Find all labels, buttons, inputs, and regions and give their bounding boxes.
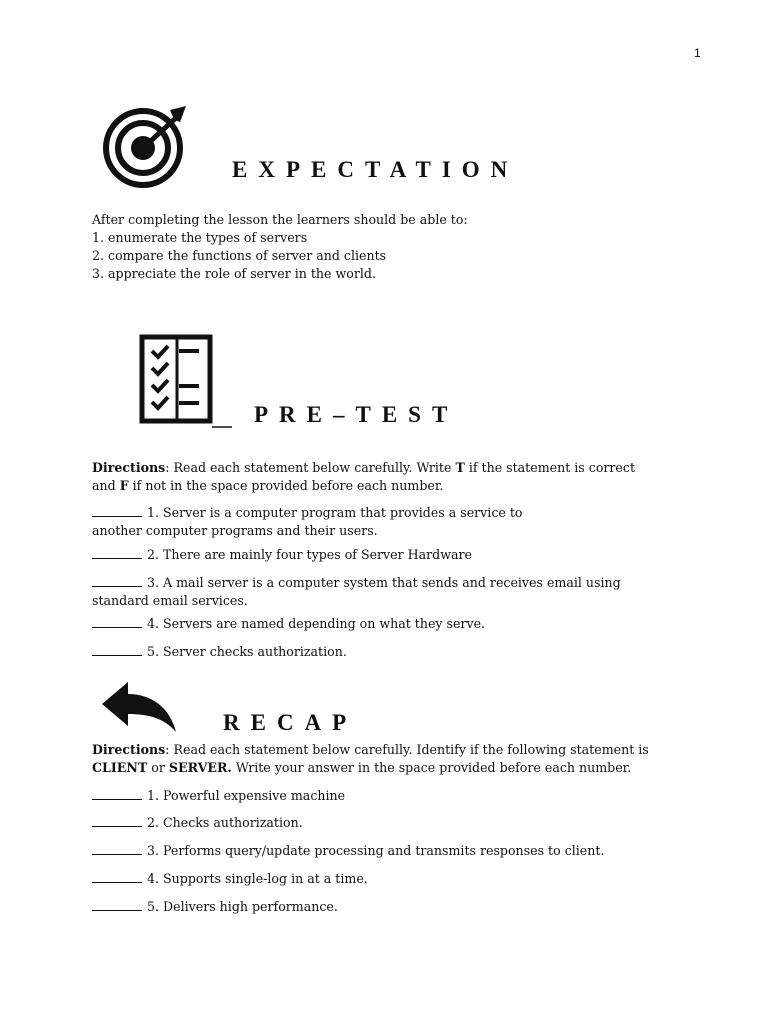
answer-blank[interactable]: [92, 871, 142, 883]
answer-blank[interactable]: [92, 575, 142, 587]
recap-directions-line1: Directions: Read each statement below carefully. Identify if the following statement is: [92, 742, 649, 757]
answer-blank[interactable]: [92, 644, 142, 656]
recap-item-5: 5. Delivers high performance.: [92, 898, 338, 916]
expectation-item-1: 1. enumerate the types of servers: [92, 230, 308, 245]
page-number: 1: [694, 46, 701, 60]
recap-directions-line2: CLIENT or SERVER. Write your answer in the space provided before each number.: [92, 760, 632, 775]
pretest-directions-line1: Directions: Read each statement below carefully. Write T if the statement is correct: [92, 460, 636, 475]
answer-blank[interactable]: [92, 899, 142, 911]
answer-blank[interactable]: [92, 788, 142, 800]
pretest-item-5: 5. Server checks authorization.: [92, 643, 347, 661]
answer-blank[interactable]: [92, 815, 142, 827]
answer-blank[interactable]: [92, 505, 142, 517]
pretest-item-2: 2. There are mainly four types of Server Hardware: [92, 546, 472, 564]
pretest-item-1-cont: another computer programs and their users.: [92, 523, 378, 538]
pretest-heading: PRE–TEST: [254, 402, 459, 427]
answer-blank[interactable]: [92, 616, 142, 628]
recap-item-2: 2. Checks authorization.: [92, 814, 303, 832]
answer-blank[interactable]: [92, 547, 142, 559]
answer-blank[interactable]: [92, 843, 142, 855]
pretest-item-1: 1. Server is a computer program that provides a service to: [92, 504, 522, 522]
directions-label: Directions: [92, 460, 166, 475]
target-icon: [100, 104, 190, 190]
curved-back-arrow-icon: [100, 680, 180, 736]
expectation-item-3: 3. appreciate the role of server in the world.: [92, 266, 376, 281]
pretest-item-4: 4. Servers are named depending on what they serve.: [92, 615, 485, 633]
recap-heading: RECAP: [223, 710, 358, 735]
expectation-heading: EXPECTATION: [232, 157, 519, 182]
recap-item-4: 4. Supports single-log in at a time.: [92, 870, 368, 888]
recap-item-3: 3. Performs query/update processing and transmits responses to client.: [92, 842, 604, 860]
pretest-item-3: 3. A mail server is a computer system that sends and receives email using: [92, 574, 621, 592]
expectation-item-2: 2. compare the functions of server and clients: [92, 248, 387, 263]
pretest-item-3-cont: standard email services.: [92, 593, 248, 608]
checklist-icon: [139, 334, 235, 430]
directions-label: Directions: [92, 742, 166, 757]
expectation-intro: After completing the lesson the learners should be able to:: [92, 212, 468, 227]
recap-item-1: 1. Powerful expensive machine: [92, 787, 345, 805]
pretest-directions-line2: and F if not in the space provided before each number.: [92, 478, 444, 493]
